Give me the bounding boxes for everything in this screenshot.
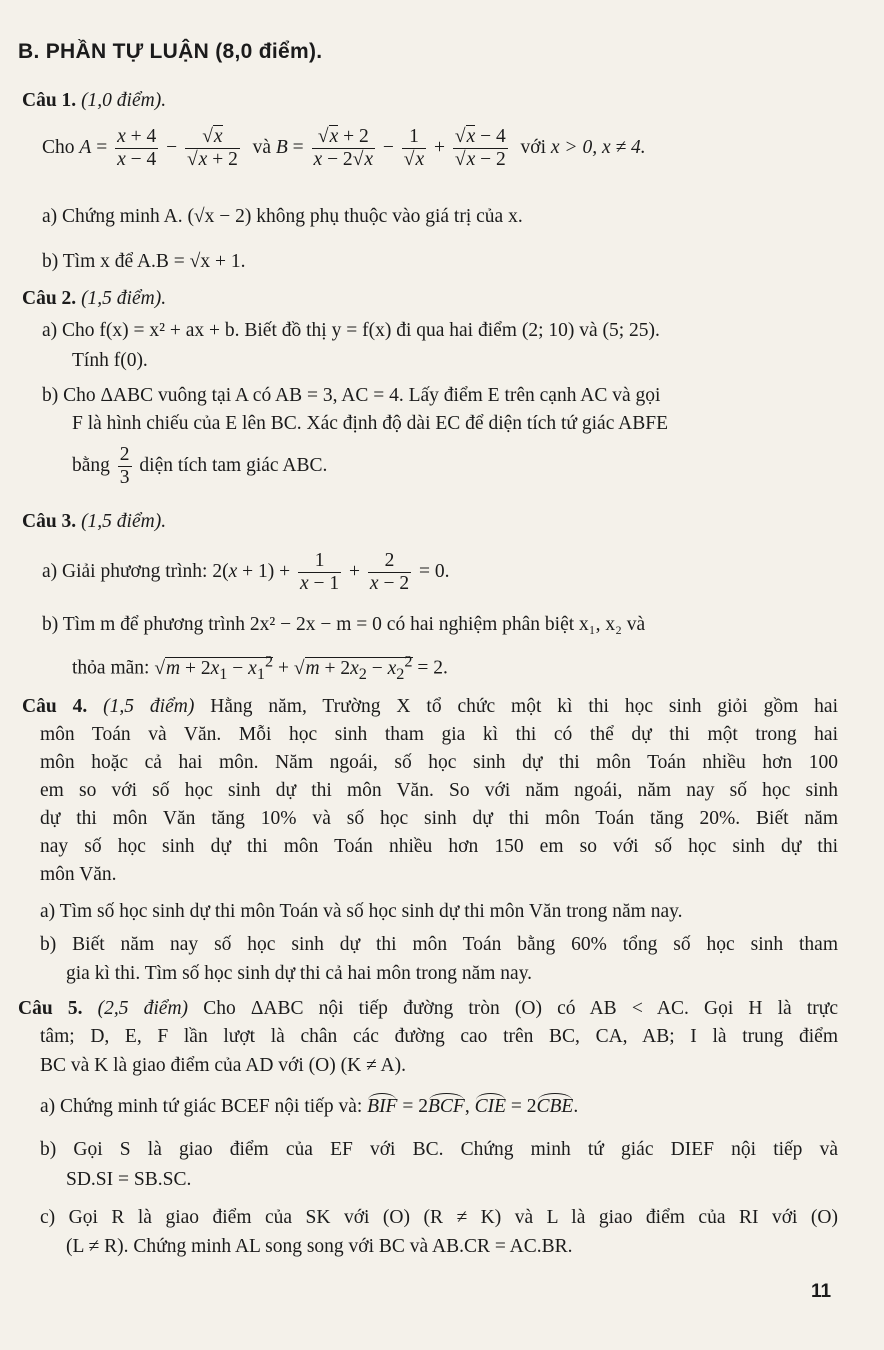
q1-part-a: a) Chứng minh A. (√x − 2) không phụ thuộc vào giá trị của x. — [42, 206, 523, 227]
q5-part-c-line2: (L ≠ R). Chứng minh AL song song với BC và AB.CR = AC.BR. — [66, 1236, 573, 1257]
q4-part-a: a) Tìm số học sinh dự thi môn Toán và số học sinh dự thi môn Văn trong năm nay. — [40, 901, 683, 922]
section-title: B. PHẦN TỰ LUẬN (8,0 điểm). — [18, 40, 323, 63]
q4-label: Câu 4. — [22, 696, 88, 717]
q4-line1 — [22, 694, 838, 720]
q1-label: Câu 1. — [22, 90, 77, 111]
q1-definition: Cho A = $\frac{x + 4}{x - 4}$ − √ x √ x + 2 và B = √ $\frac{x + 2}{x - 2√ x}$ − 1 √ x + √ x − 4 √ x − 2 với x > 0, x ≠ 4. — [42, 124, 646, 172]
q3-thoa-man: thỏa mãn: — [72, 657, 150, 679]
q5-line1 — [18, 996, 838, 1022]
q2-part-b-line1: b) Cho ΔABC vuông tại A có AB = 3, AC = 4. Lấy điểm E trên cạnh AC và gọi — [42, 385, 661, 406]
q2-area-text: diện tích tam giác ABC. — [139, 455, 328, 476]
q1-frac-3: √ $\frac{x + 2}{x - 2√ x}$ — [312, 126, 376, 171]
q1-points: (1,0 điểm). — [81, 90, 167, 111]
page-number: 11 — [811, 1281, 832, 1302]
q4-line3: môn hoặc cả hai môn. Năm ngoái, số học sinh dự thi môn Toán nhiều hơn 100 — [40, 752, 838, 773]
q3-part-a: a) Giải phương trình: 2(x + 1) + $\frac{1}{x - 1}$ + $\frac{2}{x - 2}$ = 0. — [42, 550, 450, 595]
q4-points: (1,5 điểm) — [103, 696, 195, 717]
q1-frac-4: 1 √ x — [402, 126, 426, 171]
q5-part-a-text: a) Chứng minh tứ giác BCEF nội tiếp và: — [40, 1096, 363, 1117]
q4-part-b-line1: b) Biết năm nay số học sinh dự thi môn Toán bằng 60% tổng số học sinh tham — [40, 934, 838, 955]
q5-line3: BC và K là giao điểm của AD với (O) (K ≠ A). — [40, 1055, 406, 1076]
q1-part-b: b) Tìm x để A.B = √x + 1. — [42, 251, 246, 272]
q1-frac-1: $\frac{x + 4}{x - 4}$ — [117, 126, 157, 171]
q4-line2: môn Toán và Văn. Mỗi học sinh tham gia kì thi có thể dự thi một trong hai — [40, 724, 838, 745]
q2-fraction: $\frac{2}{3}$ — [119, 444, 130, 489]
q2-part-a-line2: Tính f(0). — [72, 350, 148, 371]
q4-line5: dự thi môn Văn tăng 10% và số học sinh dự thi môn Toán tăng 20%. Biết năm — [40, 808, 838, 829]
q2-heading — [22, 286, 166, 312]
q1-va: và — [252, 137, 271, 158]
q5-points: (2,5 điểm) — [97, 998, 189, 1019]
q3-points: (1,5 điểm). — [81, 511, 167, 532]
q5-part-b-line2: SD.SI = SB.SC. — [66, 1169, 192, 1190]
q3-part-b-line1: b) Tìm m để phương trình 2x² − 2x − m = 0 có hai nghiệm phân biệt x₁, x₂ và — [42, 614, 646, 635]
q4-line1-text: Hằng năm, Trường X tổ chức một kì thi học sinh giỏi gồm hai — [210, 696, 839, 717]
q1-heading — [22, 88, 166, 114]
q5-label: Câu 5. — [18, 998, 83, 1019]
q1-frac-5: √ x − 4 √ x − 2 — [453, 126, 508, 171]
q5-part-b-line1: b) Gọi S là giao điểm của EF với BC. Chứng minh tứ giác DIEF nội tiếp và — [40, 1139, 838, 1160]
q5-line2: tâm; D, E, F lần lượt là chân các đường cao trên BC, CA, AB; I là trung điểm — [40, 1026, 838, 1047]
q2-part-b-line3 — [72, 442, 327, 490]
q4-line4: em so với số học sinh dự thi môn Văn. So với năm ngoái, năm nay số học sinh — [40, 780, 838, 801]
q3-frac-1: $\frac{1}{x - 1}$ — [300, 550, 340, 595]
q1-frac-2: √ x √ x + 2 — [185, 126, 240, 171]
q3-part-b-line2: thỏa mãn: √ $m + 2x_1 - x_1^2$ + √ $m + 2x_2 - x_2^2 = 2$. — [72, 648, 448, 686]
q2-part-b-line2: F là hình chiếu của E lên BC. Xác định độ dài EC để diện tích tứ giác ABFE — [72, 413, 668, 434]
q2-bang: bằng — [72, 455, 110, 476]
q3-frac-2: $\frac{2}{x - 2}$ — [369, 550, 410, 595]
q2-points: (1,5 điểm). — [81, 288, 167, 309]
q4-line7: môn Văn. — [40, 864, 117, 885]
q5-part-c-line1: c) Gọi R là giao điểm của SK với (O) (R ≠ K) và L là giao điểm của RI với (O) — [40, 1207, 838, 1228]
q1-condition: x > 0, x ≠ 4. — [550, 137, 646, 158]
q3-part-a-text: a) Giải phương trình: — [42, 561, 208, 582]
q1-cho: Cho — [42, 137, 75, 158]
q2-part-a-line1: a) Cho f(x) = x² + ax + b. Biết đồ thị y = f(x) đi qua hai điểm (2; 10) và (5; 25). — [42, 320, 660, 341]
q3-heading — [22, 509, 166, 535]
q4-part-b-line2: gia kì thi. Tìm số học sinh dự thi cả hai môn trong năm nay. — [66, 963, 533, 984]
q5-part-a: a) Chứng minh tứ giác BCEF nội tiếp và: BIF = 2BCF, CIE = 2CBE. — [40, 1094, 578, 1120]
q5-line1-text: Cho ΔABC nội tiếp đường tròn (O) có AB < AC. Gọi H là trực — [203, 998, 838, 1019]
q2-label: Câu 2. — [22, 288, 77, 309]
q4-line6: nay số học sinh dự thi môn Toán nhiều hơn 150 em so với số học sinh dự thi — [40, 836, 838, 857]
q3-label: Câu 3. — [22, 511, 77, 532]
q1-voi: với — [520, 137, 546, 158]
